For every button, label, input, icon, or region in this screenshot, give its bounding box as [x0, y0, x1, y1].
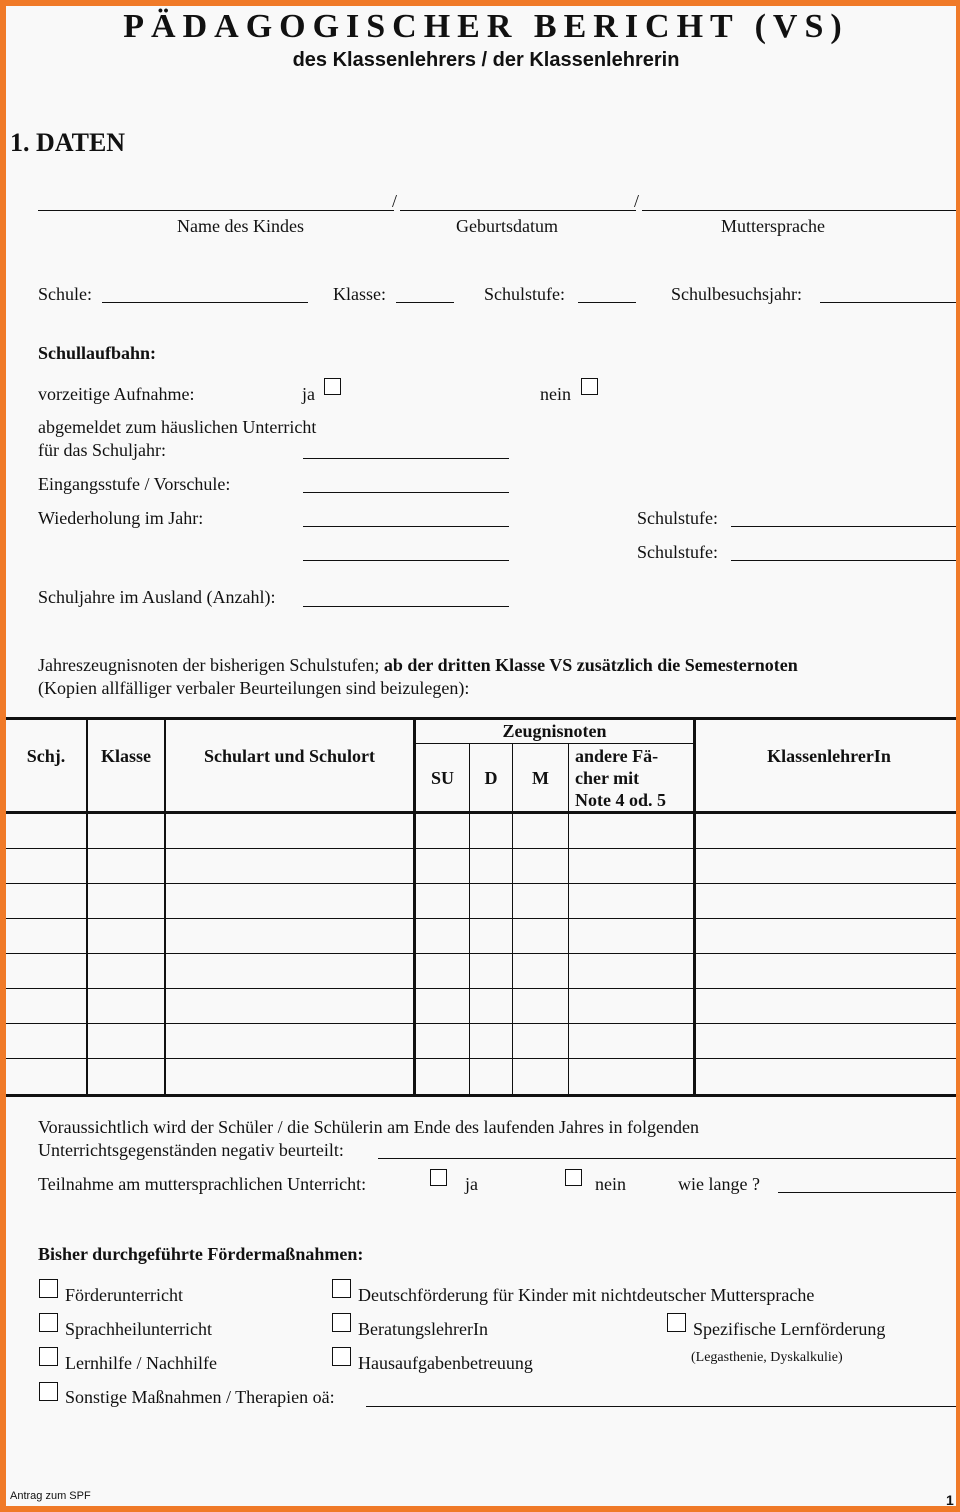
mother-tongue-yes-checkbox[interactable]	[430, 1169, 447, 1186]
level-field[interactable]	[578, 302, 636, 303]
label-foerderunterricht: Förderunterricht	[65, 1285, 183, 1305]
label-mother-tongue: Muttersprache	[721, 216, 825, 236]
home-school-year-field[interactable]	[303, 458, 509, 459]
name-field[interactable]	[38, 210, 394, 211]
table-top-border	[6, 717, 960, 720]
label-how-long: wie lange ?	[678, 1174, 760, 1194]
col-header-other-3: Note 4 od. 5	[575, 790, 666, 810]
label-name: Name des Kindes	[177, 216, 304, 236]
table-header-border	[6, 811, 960, 814]
col-line	[568, 743, 569, 1096]
sprachheil-checkbox[interactable]	[39, 1313, 58, 1332]
label-repeat-level-1: Schulstufe:	[637, 508, 718, 528]
col-header-su: SU	[430, 768, 454, 788]
foerderunterricht-checkbox[interactable]	[39, 1279, 58, 1298]
language-field[interactable]	[642, 210, 960, 211]
label-repeat-level-2: Schulstufe:	[637, 542, 718, 562]
label-home-school-1: abgemeldet zum häuslichen Unterricht	[38, 417, 317, 437]
label-sprachheil: Sprachheilunterricht	[65, 1319, 212, 1339]
row-line	[6, 918, 960, 919]
row-line	[6, 883, 960, 884]
col-header-m: M	[532, 768, 549, 788]
label-level: Schulstufe:	[484, 284, 565, 304]
entry-level-field[interactable]	[303, 492, 509, 493]
label-sonstige: Sonstige Maßnahmen / Therapien oä:	[65, 1387, 335, 1407]
lernhilfe-checkbox[interactable]	[39, 1347, 58, 1366]
grades-intro-line1	[38, 655, 798, 676]
document-title: PÄDAGOGISCHER BERICHT (VS)	[123, 8, 849, 45]
row-line	[6, 1023, 960, 1024]
label-abroad: Schuljahre im Ausland (Anzahl):	[38, 587, 276, 607]
early-admission-no-checkbox[interactable]	[581, 378, 598, 395]
row-line	[6, 848, 960, 849]
row-line	[6, 953, 960, 954]
label-beratung: BeratungslehrerIn	[358, 1319, 488, 1339]
col-header-year: Schj.	[26, 746, 66, 766]
repeat-year-field-1[interactable]	[303, 526, 509, 527]
slash-2: /	[634, 191, 640, 211]
page-number: 1	[946, 1492, 954, 1508]
sonstige-checkbox[interactable]	[39, 1382, 58, 1401]
negative-subjects-field[interactable]	[378, 1158, 960, 1159]
col-line	[86, 718, 88, 1096]
label-mother-tongue-class: Teilnahme am muttersprachlichen Unterricht:	[38, 1174, 367, 1194]
class-field[interactable]	[396, 302, 454, 303]
row-line	[6, 988, 960, 989]
attendance-year-field[interactable]	[820, 302, 960, 303]
repeat-level-field-2[interactable]	[731, 560, 960, 561]
label-lernhilfe: Lernhilfe / Nachhilfe	[65, 1353, 217, 1373]
document-subtitle: des Klassenlehrers / der Klassenlehrerin	[292, 49, 680, 71]
col-header-teacher: KlassenlehrerIn	[767, 746, 891, 766]
col-header-d: D	[484, 768, 498, 788]
label-school: Schule:	[38, 284, 92, 304]
sonstige-field[interactable]	[366, 1406, 960, 1407]
label-hausaufgaben: Hausaufgabenbetreuung	[358, 1353, 533, 1373]
label-entry-level: Eingangsstufe / Vorschule:	[38, 474, 231, 494]
row-line	[6, 1058, 960, 1059]
grades-intro-normal: Jahreszeugnisnoten der bisherigen Schulstufen;	[38, 655, 384, 675]
section-heading: 1. DATEN	[10, 128, 126, 157]
school-field[interactable]	[102, 302, 308, 303]
col-group-grades: Zeugnisnoten	[502, 721, 607, 741]
label-early-admission: vorzeitige Aufnahme:	[38, 384, 195, 404]
beratung-checkbox[interactable]	[332, 1313, 351, 1332]
label-birthdate: Geburtsdatum	[456, 216, 558, 236]
col-header-other-2: cher mit	[575, 768, 640, 788]
label-mother-tongue-no: nein	[595, 1174, 626, 1194]
col-header-class: Klasse	[100, 746, 151, 766]
col-line	[693, 718, 696, 1096]
col-line	[469, 743, 470, 1096]
col-line	[512, 743, 513, 1096]
how-long-field[interactable]	[778, 1192, 960, 1193]
label-class: Klasse:	[333, 284, 386, 304]
negative-line2: Unterrichtsgegenständen negativ beurteilt:	[38, 1140, 344, 1160]
label-repeat-year: Wiederholung im Jahr:	[38, 508, 204, 528]
slash-1: /	[392, 191, 398, 211]
table-bottom-border	[6, 1094, 960, 1097]
negative-line1: Voraussichtlich wird der Schüler / die Schülerin am Ende des laufenden Jahres in folgenden	[38, 1117, 699, 1137]
grades-intro-bold: ab der dritten Klasse VS zusätzlich die Semesternoten	[383, 655, 798, 675]
birthdate-field[interactable]	[400, 210, 636, 211]
repeat-level-field-1[interactable]	[731, 526, 960, 527]
table-group-divider	[414, 743, 694, 744]
label-home-school-2: für das Schuljahr:	[38, 440, 166, 460]
abroad-years-field[interactable]	[303, 606, 509, 607]
footer-label: Antrag zum SPF	[10, 1490, 91, 1502]
grades-intro-line2: (Kopien allfälliger verbaler Beurteilungen sind beizulegen):	[38, 678, 470, 698]
deutschfoerderung-checkbox[interactable]	[332, 1279, 351, 1298]
career-heading: Schullaufbahn:	[38, 343, 157, 363]
col-header-school: Schulart und Schulort	[203, 746, 376, 766]
col-header-other-1: andere Fä-	[575, 746, 659, 766]
support-heading: Bisher durchgeführte Fördermaßnahmen:	[38, 1244, 364, 1264]
label-mother-tongue-yes: ja	[465, 1174, 478, 1194]
mother-tongue-no-checkbox[interactable]	[565, 1169, 582, 1186]
col-line	[164, 718, 166, 1096]
label-early-yes: ja	[302, 384, 315, 404]
label-early-no: nein	[540, 384, 571, 404]
label-spezifisch-note: (Legasthenie, Dyskalkulie)	[691, 1350, 843, 1365]
label-spezifisch: Spezifische Lernförderung	[693, 1319, 886, 1339]
repeat-year-field-2[interactable]	[303, 560, 509, 561]
label-attendance-year: Schulbesuchsjahr:	[671, 284, 802, 304]
hausaufgaben-checkbox[interactable]	[332, 1347, 351, 1366]
label-deutschfoerderung: Deutschförderung für Kinder mit nichtdeutscher Muttersprache	[358, 1285, 815, 1305]
spezifisch-checkbox[interactable]	[667, 1313, 686, 1332]
early-admission-yes-checkbox[interactable]	[324, 378, 341, 395]
